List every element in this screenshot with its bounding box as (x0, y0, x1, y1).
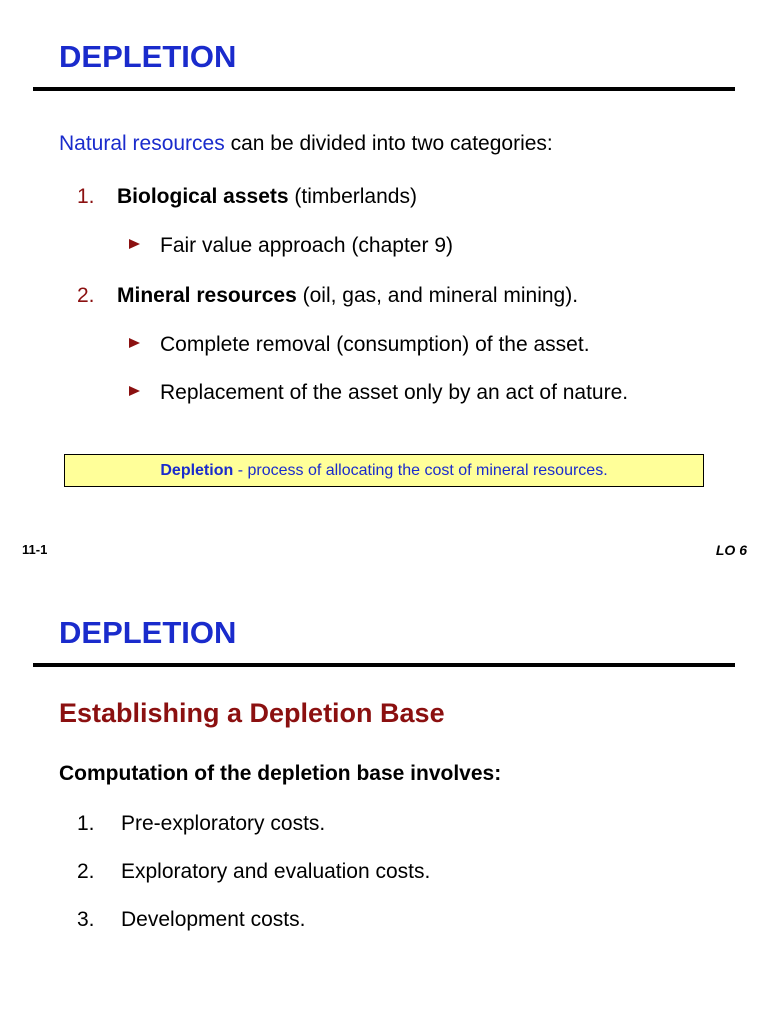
slide-2-subtitle: Establishing a Depletion Base (59, 698, 445, 728)
step-2-text: Exploratory and evaluation costs. (121, 860, 431, 883)
step-3-number: 3. (77, 908, 95, 931)
learning-objective: LO 6 (715, 542, 747, 558)
item-2-bold: Mineral resources (117, 284, 297, 307)
item-2 (117, 284, 578, 308)
step-2-number: 2. (77, 860, 95, 883)
item-2-rest: (oil, gas, and mineral mining). (296, 284, 579, 307)
item-1-rest: (timberlands) (288, 185, 417, 208)
item-2-number: 2. (77, 284, 95, 307)
definition-box (64, 454, 704, 487)
item-1 (117, 185, 417, 209)
triangle-bullet-icon (129, 239, 140, 249)
title-rule (33, 663, 735, 667)
intro-line (59, 132, 553, 156)
step-1-number: 1. (77, 812, 95, 835)
triangle-bullet-icon (129, 338, 140, 348)
slide-number: 11-1 (22, 542, 48, 557)
triangle-bullet-icon (129, 386, 140, 396)
definition-term: Depletion (160, 462, 234, 479)
item-1-bold: Biological assets (117, 185, 289, 208)
title-rule (33, 87, 735, 91)
item-2-bullet-2: Replacement of the asset only by an act of nature. (160, 381, 629, 404)
item-2-bullet-1: Complete removal (consumption) of the asset. (160, 333, 590, 356)
slide-1-title: DEPLETION (59, 39, 237, 74)
item-1-bullet-1: Fair value approach (chapter 9) (160, 234, 453, 257)
lead-text: Computation of the depletion base involves: (59, 762, 502, 785)
definition-text: - process of allocating the cost of mineral resources. (233, 462, 608, 479)
intro-rest: can be divided into two categories: (224, 132, 553, 155)
step-3-text: Development costs. (121, 908, 306, 931)
step-1-text: Pre-exploratory costs. (121, 812, 326, 835)
item-1-number: 1. (77, 185, 95, 208)
slide-2-title: DEPLETION (59, 615, 237, 650)
intro-highlight: Natural resources (59, 132, 225, 155)
